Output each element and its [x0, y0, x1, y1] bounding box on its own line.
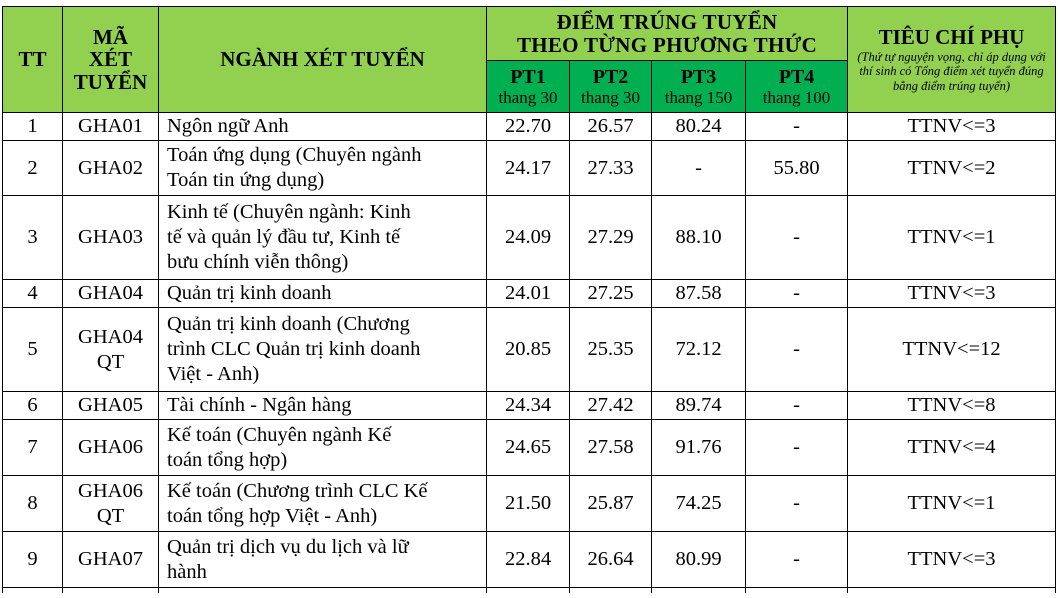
- row-code: [63, 532, 159, 588]
- row-code-line: GHA06: [78, 479, 143, 502]
- row-pt3: -: [652, 141, 746, 196]
- table-row: [3, 392, 1056, 420]
- row-criteria: TTNV<=3: [848, 532, 1056, 588]
- row-pt2: 27.33: [570, 141, 652, 196]
- method-scale: thang 30: [498, 87, 558, 107]
- row-pt4: -: [746, 308, 848, 392]
- row-pt1: 24.34: [487, 392, 570, 420]
- row-code-line: GHA06: [78, 436, 143, 458]
- row-pt1: 24.01: [487, 280, 570, 308]
- row-pt4: -: [746, 476, 848, 532]
- row-code-line: QT: [96, 350, 125, 373]
- row-pt3: 74.25: [652, 476, 746, 532]
- method-scale: thang 150: [664, 87, 733, 107]
- row-code: [63, 141, 159, 196]
- row-pt1: 24.09: [487, 196, 570, 280]
- row-code-line: GHA05: [78, 394, 143, 416]
- empty-cell: [487, 588, 570, 594]
- method-scale: thang 100: [762, 87, 831, 107]
- row-code-line: GHA04: [78, 325, 143, 348]
- row-pt1: 24.65: [487, 420, 570, 476]
- row-major-line: Toán ứng dụng (Chuyên ngành: [167, 144, 422, 166]
- method-header: [652, 61, 746, 113]
- method-header: [746, 61, 848, 113]
- row-pt1: 22.84: [487, 532, 570, 588]
- row-criteria: TTNV<=3: [848, 113, 1056, 141]
- empty-cell: [159, 588, 487, 594]
- empty-cell: [848, 588, 1056, 594]
- row-major: [159, 308, 487, 392]
- empty-cell: [746, 588, 848, 594]
- row-major-line: toán tổng hợp): [167, 448, 288, 471]
- empty-cell: [63, 588, 159, 594]
- row-pt4: -: [746, 420, 848, 476]
- row-major-line: Toán tin ứng dụng): [167, 169, 325, 191]
- row-pt3: 88.10: [652, 196, 746, 280]
- row-code: [63, 420, 159, 476]
- row-tt: 8: [3, 476, 63, 532]
- table-row: [3, 280, 1056, 308]
- row-criteria: TTNV<=3: [848, 280, 1056, 308]
- method-header: [570, 61, 652, 113]
- row-criteria: TTNV<=12: [848, 308, 1056, 392]
- row-pt1: 22.70: [487, 113, 570, 141]
- row-code-line: GHA04: [78, 282, 143, 304]
- row-major-line: hành: [167, 560, 207, 583]
- table-row: [3, 476, 1056, 532]
- row-tt: 3: [3, 196, 63, 280]
- row-code-line: QT: [96, 504, 125, 527]
- row-pt3: 91.76: [652, 420, 746, 476]
- row-pt2: 26.57: [570, 113, 652, 141]
- row-pt4: -: [746, 392, 848, 420]
- row-major-line: Kế toán (Chuyên ngành Kế: [167, 423, 392, 446]
- row-major-line: Tài chính - Ngân hàng: [167, 394, 352, 416]
- row-code-line: GHA03: [78, 226, 143, 248]
- row-criteria: TTNV<=1: [848, 196, 1056, 280]
- table-row: [3, 113, 1056, 141]
- header-scores-line: ĐIỂM TRÚNG TUYỂN: [556, 10, 778, 35]
- row-major-line: Kinh tế (Chuyên ngành: Kinh: [167, 201, 411, 223]
- row-major: [159, 476, 487, 532]
- row-pt2: 26.64: [570, 532, 652, 588]
- row-pt2: 25.87: [570, 476, 652, 532]
- header-criteria: [848, 7, 1056, 113]
- header-scores: [487, 7, 848, 61]
- row-major-line: Ngôn ngữ Anh: [167, 115, 289, 137]
- row-major-line: Kế toán (Chương trình CLC Kế: [167, 479, 428, 502]
- header-scores-line: THEO TỪNG PHƯƠNG THỨC: [516, 32, 818, 57]
- admission-scores-table: [2, 6, 1056, 593]
- table-row: [3, 532, 1056, 588]
- header-code-line: TUYỂN: [73, 69, 148, 94]
- row-major-line: toán tổng hợp Việt - Anh): [167, 504, 378, 527]
- row-major: [159, 392, 487, 420]
- row-major: [159, 532, 487, 588]
- row-tt: 2: [3, 141, 63, 196]
- row-pt3: 80.24: [652, 113, 746, 141]
- row-pt3: 87.58: [652, 280, 746, 308]
- row-pt4: -: [746, 196, 848, 280]
- row-code: [63, 113, 159, 141]
- row-criteria: TTNV<=2: [848, 141, 1056, 196]
- header-code-line: XÉT: [88, 47, 133, 72]
- header-code: [63, 7, 159, 113]
- row-code: [63, 392, 159, 420]
- row-tt: 4: [3, 280, 63, 308]
- row-pt2: 27.42: [570, 392, 652, 420]
- row-pt4: -: [746, 280, 848, 308]
- row-major-line: tế và quản lý đầu tư, Kinh tế: [167, 226, 401, 248]
- row-tt: 9: [3, 532, 63, 588]
- row-pt1: 24.17: [487, 141, 570, 196]
- row-criteria: TTNV<=4: [848, 420, 1056, 476]
- header-code-line: MÃ: [93, 25, 128, 50]
- row-major-line: Quản trị kinh doanh (Chương: [167, 313, 410, 335]
- row-code: [63, 308, 159, 392]
- row-tt: 7: [3, 420, 63, 476]
- row-major-line: Quản trị kinh doanh: [167, 282, 332, 304]
- method-header: [487, 61, 570, 113]
- empty-cell: [652, 588, 746, 594]
- row-major-line: bưu chính viễn thông): [167, 251, 349, 273]
- row-pt1: 21.50: [487, 476, 570, 532]
- row-pt3: 89.74: [652, 392, 746, 420]
- row-major: [159, 113, 487, 141]
- table-row-partial: [3, 588, 1056, 594]
- method-name: PT2: [592, 65, 629, 88]
- row-pt4: 55.80: [746, 141, 848, 196]
- row-pt4: -: [746, 113, 848, 141]
- header-major: NGÀNH XÉT TUYỂN: [159, 7, 487, 113]
- criteria-title: TIÊU CHÍ PHỤ: [878, 24, 1025, 49]
- row-pt2: 27.58: [570, 420, 652, 476]
- row-tt: 1: [3, 113, 63, 141]
- empty-cell: [3, 588, 63, 594]
- row-pt3: 72.12: [652, 308, 746, 392]
- row-code-line: GHA02: [78, 156, 143, 179]
- method-name: PT3: [680, 65, 717, 88]
- table-row: [3, 420, 1056, 476]
- row-pt2: 27.29: [570, 196, 652, 280]
- row-criteria: TTNV<=1: [848, 476, 1056, 532]
- row-major: [159, 420, 487, 476]
- row-pt4: -: [746, 532, 848, 588]
- header-tt: TT: [3, 7, 63, 113]
- table-row: [3, 196, 1056, 280]
- row-major: [159, 141, 487, 196]
- method-name: PT4: [778, 65, 815, 88]
- row-criteria: TTNV<=8: [848, 392, 1056, 420]
- row-major: [159, 280, 487, 308]
- row-code: [63, 196, 159, 280]
- table-row: [3, 141, 1056, 196]
- row-major-line: trình CLC Quản trị kinh doanh: [167, 338, 421, 360]
- row-major-line: Việt - Anh): [167, 363, 260, 385]
- method-name: PT1: [510, 65, 546, 88]
- row-code-line: GHA01: [78, 115, 143, 137]
- row-code: [63, 476, 159, 532]
- criteria-note: (Thứ tự nguyện vọng, chỉ áp dụng với thí sinh có Tổng điểm xét tuyển đúng bằng điểm trúng tuyển): [857, 49, 1046, 93]
- row-pt3: 80.99: [652, 532, 746, 588]
- row-major-line: Quản trị dịch vụ du lịch và lữ: [167, 535, 409, 558]
- row-code-line: GHA07: [78, 548, 143, 570]
- empty-cell: [570, 588, 652, 594]
- row-major: [159, 196, 487, 280]
- table-row: [3, 308, 1056, 392]
- row-tt: 5: [3, 308, 63, 392]
- row-pt2: 27.25: [570, 280, 652, 308]
- method-scale: thang 30: [580, 87, 641, 107]
- row-tt: 6: [3, 392, 63, 420]
- row-pt1: 20.85: [487, 308, 570, 392]
- row-code: [63, 280, 159, 308]
- row-pt2: 25.35: [570, 308, 652, 392]
